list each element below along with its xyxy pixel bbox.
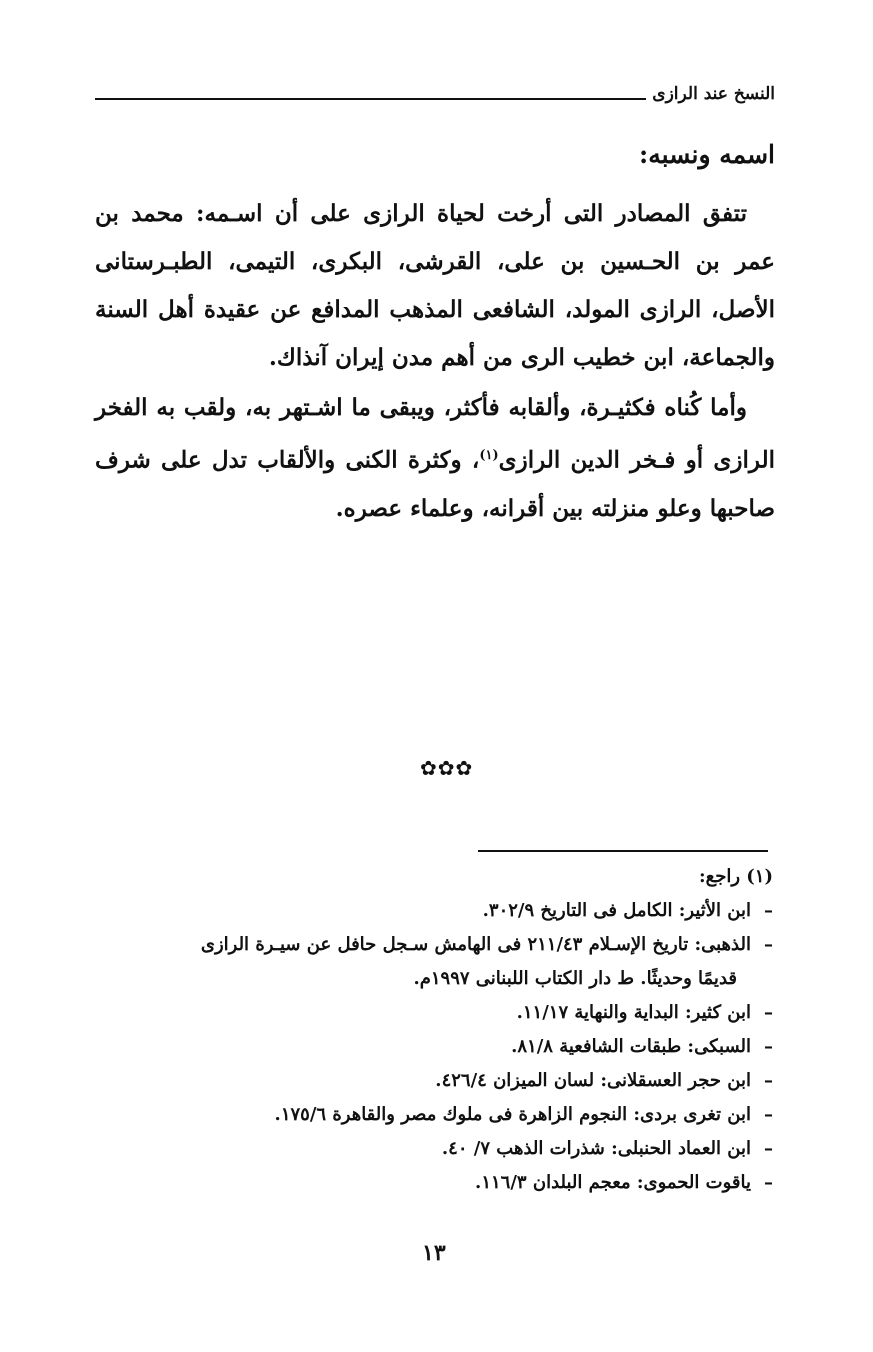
footnote-list (93, 894, 773, 1200)
footnote-item: – ابن العماد الحنبلى: شذرات الذهب ٧/ ٤٠. (93, 1132, 773, 1166)
footnote-reference[interactable]: (١) (479, 448, 499, 463)
footnote-label: (١) راجع: (698, 866, 773, 887)
section-ornament: ✿✿✿ (420, 756, 474, 780)
footnote-rule (478, 850, 768, 852)
footnotes (93, 860, 773, 1200)
footnote-item: – السبكى: طبقات الشافعية ٨١/٨. (93, 1030, 773, 1064)
page-number: ١٣ (422, 1240, 446, 1266)
header-rule (95, 98, 646, 100)
paragraph-titles-start: وأما كُناه فكثيـرة، وألقابه فأكثر، ويبقى ما اشـتهر به، ولقب به الفخر الرازى أو فـخر الدين الرازى (95, 394, 775, 474)
footnote-item: – ابن تغرى بردى: النجوم الزاهرة فى ملوك مصر والقاهرة ١٧٥/٦. (93, 1098, 773, 1132)
footnote-item-continuation: قديمًا وحديثًا. ط دار الكتاب اللبنانى ١٩٩٧م. (413, 968, 737, 989)
running-title: النسخ عند الرازى (652, 84, 775, 104)
section-heading: اسمه ونسبه: (639, 140, 775, 169)
paragraph-titles-end: ، وكثرة الكنى والألقاب تدل على شرف صاحبها وعلو منزلته بين أقرانه، وعلماء عصره. (95, 446, 775, 522)
paragraph-titles (95, 384, 775, 533)
footnote-item: – ياقوت الحموى: معجم البلدان ١١٦/٣. (93, 1166, 773, 1200)
footnote-item: – ابن حجر العسقلانى: لسان الميزان ٤٢٦/٤. (93, 1064, 773, 1098)
paragraph-name-lineage: تتفق المصادر التى أرخت لحياة الرازى على أن اسـمه: محمد بن عمر بن الحـسين بن على، القرشى، البكرى، التيمى، الطبـرستانى الأصل، الرازى المولد، الشافعى المذهب المدافع عن عقيدة أهل السنة والجماعة، ابن خطيب الرى من أهم مدن إيران آنذاك. (95, 200, 775, 371)
footnote-item: – ابن الأثير: الكامل فى التاريخ ٣٠٢/٩. (93, 894, 773, 928)
running-head (95, 86, 775, 103)
footnote-item: – ابن كثير: البداية والنهاية ١١/١٧. (93, 996, 773, 1030)
footnote-item: – الذهبى: تاريخ الإسـلام ٢١١/٤٣ فى الهامش سـجل حافل عن سيـرة الرازى قديمًا وحديثًا. ط دار الكتاب اللبنانى ١٩٩٧م. (93, 928, 773, 996)
